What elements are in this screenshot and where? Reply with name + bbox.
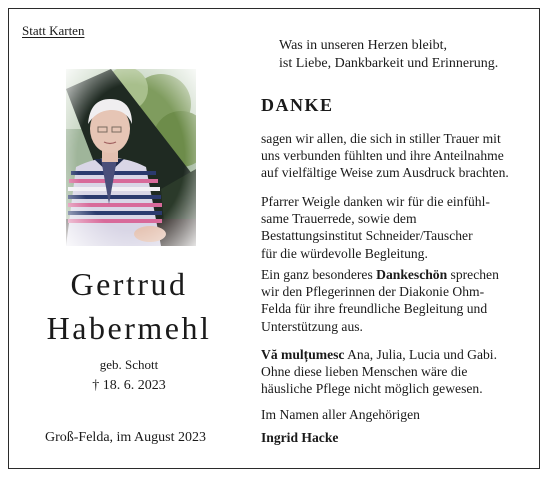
paragraph-line: häusliche Pflege nicht möglich gewesen. [261, 381, 483, 397]
paragraph-line: auf vielfältige Weise zum Ausdruck brachten. [261, 165, 509, 181]
thanks-paragraph-4 [261, 346, 531, 398]
paragraph-line: Felda für ihre freundliche Begleitung und [261, 301, 488, 317]
signature-name: Ingrid Hacke [261, 430, 339, 445]
paragraph-text: Ein ganz besonderes [261, 267, 377, 282]
paragraph-line: Unterstützung aus. [261, 318, 363, 334]
statt-karten-label: Statt Karten [22, 23, 85, 38]
thanks-paragraph-1 [261, 130, 531, 182]
death-date: † 18. 6. 2023 [92, 378, 166, 393]
paragraph-line [261, 346, 531, 363]
paragraph-line: für die würdevolle Begleitung. [261, 245, 428, 261]
place-and-date: Groß-Felda, im August 2023 [45, 430, 206, 445]
paragraph-line: wir den Pflegerinnen der Diakonie Ohm- [261, 284, 485, 300]
paragraph-line: Ohne diese lieben Menschen wäre die [261, 364, 468, 380]
birth-name: geb. Schott [99, 357, 159, 372]
memorial-quote [279, 37, 498, 72]
paragraph-line: same Trauerrede, sowie dem [261, 211, 417, 227]
paragraph-text: Ana, Julia, Lucia und Gabi. [344, 347, 497, 362]
signature-line: Im Namen aller Angehörigen [261, 407, 420, 422]
paragraph-line: Pfarrer Weigle danken wir für die einfühl- [261, 194, 490, 209]
paragraph-line [261, 266, 531, 283]
paragraph-line: sagen wir allen, die sich in stiller Trauer mit [261, 131, 501, 146]
thanks-heading: DANKE [261, 95, 334, 115]
thanks-paragraph-3 [261, 266, 531, 335]
paragraph-line: uns verbunden fühlten und ihre Anteilnahme [261, 148, 504, 164]
deceased-first-name: Gertrud [70, 266, 188, 302]
quote-line: Was in unseren Herzen bleibt, [279, 38, 447, 53]
paragraph-text: sprechen [447, 267, 499, 282]
quote-line: ist Liebe, Dankbarkeit und Erinnerung. [279, 55, 499, 71]
romanian-thanks-emphasis: Vă mulțumesc [261, 347, 345, 362]
dankeschoen-emphasis: Dankeschön [376, 267, 448, 282]
thanks-paragraph-2 [261, 193, 531, 262]
deceased-last-name: Habermehl [46, 310, 212, 346]
portrait-photo [66, 69, 196, 246]
portrait-photo-icon [66, 69, 196, 246]
obituary-card [8, 8, 540, 469]
paragraph-line: Bestattungsinstitut Schneider/Tauscher [261, 228, 473, 244]
